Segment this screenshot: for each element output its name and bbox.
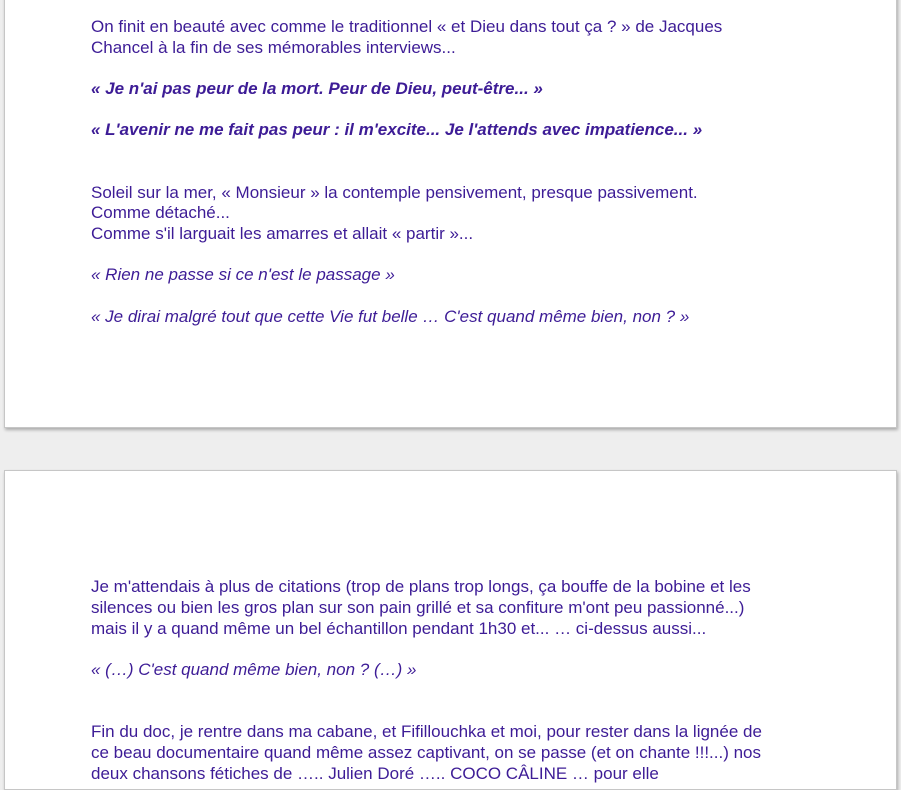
text-line: On finit en beauté avec comme le traditionnel « et Dieu dans tout ça ? » de Jacques: [91, 17, 723, 36]
text-line: silences ou bien les gros plan sur son pain grillé et sa confiture m'ont peu passionné...): [91, 598, 745, 617]
text-line: Comme détaché...: [91, 203, 230, 222]
text-line: Soleil sur la mer, « Monsieur » la contemple pensivement, presque passivement.: [91, 183, 698, 202]
document-page-1: [4, 0, 897, 428]
quote-line: « Rien ne passe si ce n'est le passage »: [91, 265, 395, 284]
text-line: deux chansons fétiches de ….. Julien Doré ….. COCO CÂLINE … pour elle: [91, 764, 659, 783]
text-line: Je m'attendais à plus de citations (trop de plans trop longs, ça bouffe de la bobine et les: [91, 577, 751, 596]
text-line: ce beau documentaire quand même assez captivant, on se passe (et on chante !!!...) nos: [91, 743, 762, 762]
quote-line: « L'avenir ne me fait pas peur : il m'excite... Je l'attends avec impatience... »: [91, 120, 703, 139]
text-line: Comme s'il larguait les amarres et allait « partir »...: [91, 224, 474, 243]
text-line: Chancel à la fin de ses mémorables interviews...: [91, 38, 456, 57]
document-page-2: [4, 470, 897, 790]
quote-line: « (…) C'est quand même bien, non ? (…) »: [91, 660, 417, 679]
text-line: Fin du doc, je rentre dans ma cabane, et Fifillouchka et moi, pour rester dans la lignée de: [91, 722, 762, 741]
quote-line: « Je dirai malgré tout que cette Vie fut belle … C'est quand même bien, non ? »: [91, 307, 690, 326]
quote-line: « Je n'ai pas peur de la mort. Peur de Dieu, peut-être... »: [91, 79, 543, 98]
text-line: mais il y a quand même un bel échantillon pendant 1h30 et... … ci-dessus aussi...: [91, 619, 707, 638]
